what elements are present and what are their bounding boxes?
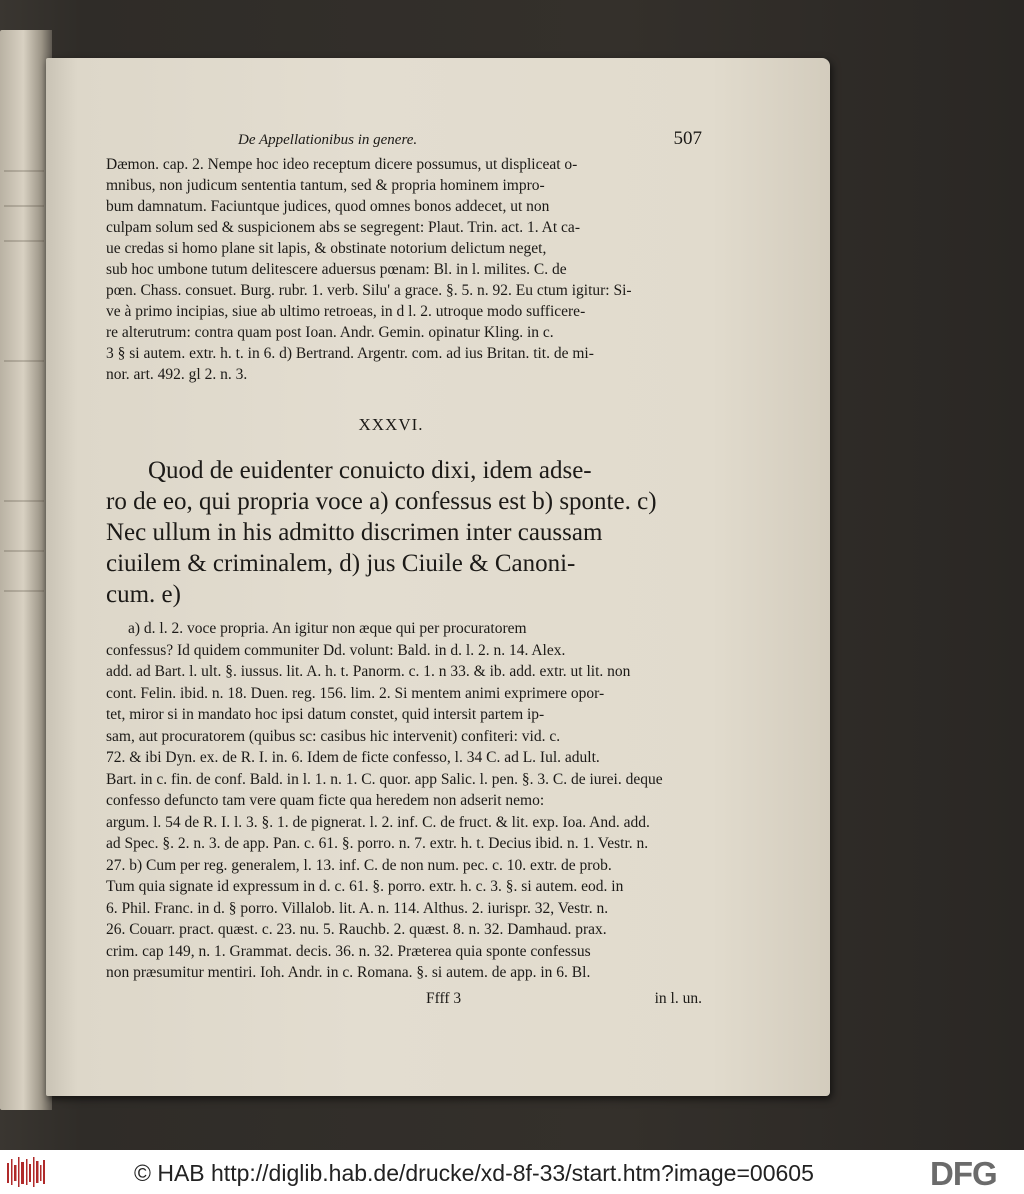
- page-number: 507: [673, 128, 702, 149]
- section-heading: XXXVI.: [358, 415, 424, 434]
- footnote-line: cont. Felin. ibid. n. 18. Duen. reg. 156. lim. 2. Si mentem animi exprimere opor-: [106, 684, 605, 702]
- text-line: pœn. Chass. consuet. Burg. rubr. 1. verb. Silu' a grace. §. 5. n. 92. Eu ctum igitur: Si-: [106, 282, 632, 299]
- footnote-line: a) d. l. 2. voce propria. An igitur non æque qui per procuratorem: [128, 620, 527, 637]
- text-line: ciuilem & criminalem, d) jus Ciuile & Canoni-: [106, 550, 576, 577]
- page-content: [106, 128, 706, 1008]
- copyright-url-text: © HAB http://diglib.hab.de/drucke/xd-8f-33/start.htm?image=00605: [134, 1160, 814, 1186]
- footnote-line: 6. Phil. Franc. in d. § porro. Villalob. lit. A. n. 114. Althus. 2. iurispr. 32, Vestr. n.: [106, 899, 609, 917]
- text-line: Dæmon. cap. 2. Nempe hoc ideo receptum dicere possumus, ut displiceat o-: [106, 156, 578, 173]
- footnote-line: Tum quia signate id expressum in d. c. 61. §. porro. extr. h. c. 3. §. si autem. eod. in: [106, 878, 624, 895]
- footnote-line: non præsumitur mentiri. Ioh. Andr. in c. Romana. §. si autem. de app. in 6. Bl.: [106, 964, 591, 981]
- footnotes: [106, 618, 706, 984]
- text-line: sub hoc umbone tutum delitescere aduersus pœnam: Bl. in l. milites. C. de: [106, 261, 567, 278]
- text-line: 3 § si autem. extr. h. t. in 6. d) Bertrand. Argentr. com. ad ius Britan. tit. de mi-: [106, 345, 594, 362]
- signature-mark: Ffff 3: [426, 989, 462, 1007]
- text-line: ue credas si homo plane sit lapis, & obstinate notorium delictum neget,: [106, 240, 547, 257]
- text-line: Quod de euidenter conuicto dixi, idem adse-: [148, 457, 592, 484]
- footnote-line: Bart. in c. fin. de conf. Bald. in l. 1. n. 1. C. quor. app Salic. l. pen. §. 3. C. de iurei. deque: [106, 770, 663, 788]
- footnote-line: ad Spec. §. 2. n. 3. de app. Pan. c. 61. §. porro. n. 7. extr. h. t. Decius ibid. n. 1. Vestr. n.: [106, 835, 649, 852]
- footnote-line: 26. Couarr. pract. quæst. c. 23. nu. 5. Rauchb. 2. quæst. 8. n. 32. Damhaud. prax.: [106, 921, 607, 938]
- footnote-line: argum. l. 54 de R. I. l. 3. §. 1. de pignerat. l. 2. inf. C. de fruct. & lit. exp. Ioa. And. add.: [106, 813, 650, 831]
- footnote-line: crim. cap 149, n. 1. Grammat. decis. 36. n. 32. Præterea quia sponte confessus: [106, 942, 591, 960]
- footnote-line: tet, miror si in mandato hoc ipsi datum constet, quid intersit partem ip-: [106, 706, 545, 723]
- hab-barcode-logo-icon: [6, 1157, 46, 1187]
- svg-text:DFG: DFG: [930, 1156, 997, 1190]
- thesis-paragraph: [106, 455, 706, 610]
- footnote-line: 72. & ibi Dyn. ex. de R. I. in. 6. Idem de ficte confesso, l. 34 C. ad L. Iul. adult.: [106, 749, 600, 766]
- text-line: ve à primo incipias, siue ab ultimo retroeas, in d l. 2. utroque modo sufficere-: [106, 303, 586, 320]
- footnote-line: add. ad Bart. l. ult. §. iussus. lit. A. h. t. Panorm. c. 1. n 33. & ib. add. extr. ut lit. non: [106, 663, 631, 680]
- text-line: cum. e): [106, 581, 181, 608]
- footnote-line: confessus? Id quidem communiter Dd. volunt: Bald. in d. l. 2. n. 14. Alex.: [106, 641, 566, 659]
- catchword: in l. un.: [654, 989, 702, 1007]
- footnote-line: confesso defuncto tam vere quam ficte qua heredem non adserit nemo:: [106, 792, 545, 809]
- signature-line: [106, 990, 702, 1008]
- footer-bar: [0, 1150, 1024, 1194]
- text-line: bum damnatum. Faciuntque judices, quod omnes bonos addecet, ut non: [106, 198, 550, 215]
- paragraph-continuation: [106, 154, 706, 385]
- text-line: Nec ullum in his admitto discrimen inter caussam: [106, 519, 603, 546]
- text-line: ro de eo, qui propria voce a) confessus est b) sponte. c): [106, 488, 657, 515]
- running-title: De Appellationibus in genere.: [238, 132, 418, 148]
- text-line: mnibus, non judicum sententia tantum, sed & propria hominem impro-: [106, 177, 545, 194]
- previous-page-edge: [0, 30, 52, 1110]
- book-page: [46, 58, 830, 1096]
- text-line: re alterutrum: contra quam post Ioan. Andr. Gemin. opinatur Kling. in c.: [106, 324, 554, 341]
- text-line: nor. art. 492. gl 2. n. 3.: [106, 366, 248, 383]
- footnote-line: sam, aut procuratorem (quibus sc: casibus hic intervenit) confiteri: vid. c.: [106, 727, 561, 745]
- text-line: culpam solum sed & suspicionem abs se segregent: Plaut. Trin. act. 1. At ca-: [106, 219, 580, 236]
- dfg-logo-icon: [930, 1156, 1018, 1190]
- running-head: [106, 128, 702, 150]
- footnote-line: 27. b) Cum per reg. generalem, l. 13. inf. C. de non num. pec. c. 10. extr. de prob.: [106, 856, 612, 874]
